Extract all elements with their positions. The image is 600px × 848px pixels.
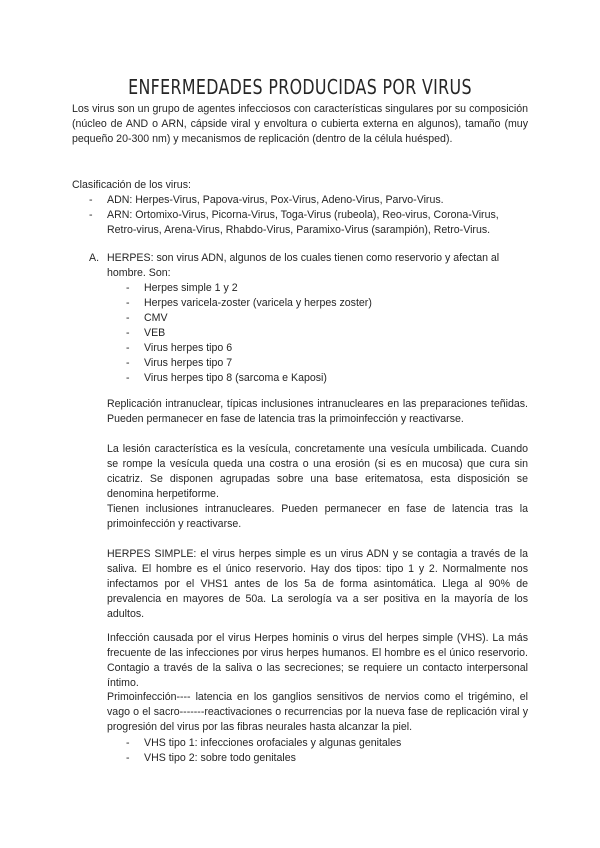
list-item-text: CMV xyxy=(144,312,168,324)
page-title: ENFERMEDADES PRODUCIDAS POR VIRUS xyxy=(128,75,472,99)
intro-paragraph: Los virus son un grupo de agentes infecciosos con características singulares por su composición (núcleo de AND o ARN, cápside viral y envoltura o cubierta externa en algunos), tamaño (muy pequeño 20-300 nm) y mecanismos de replicación (dentro de la célula huésped). xyxy=(72,103,528,145)
list-item xyxy=(126,296,426,311)
section-a-text: HERPES: son virus ADN, algunos de los cuales tienen como reservorio y afectan al hombre. Son: xyxy=(107,252,500,279)
infection-paragraph: Infección causada por el virus Herpes hominis o virus del herpes simple (VHS). La más frecuente de las infecciones por virus herpes humanos. El hombre es el único reservorio. Contagio a través de la saliva o las secreciones; se requiere un contacto interpersonal íntimo. xyxy=(107,632,528,689)
list-item-text: VHS tipo 2: sobre todo genitales xyxy=(144,752,296,764)
dash-bullet: - xyxy=(126,342,130,354)
list-item-text: VEB xyxy=(144,327,166,339)
inclusions-paragraph: Tienen inclusiones intranucleares. Pueden permanecer en fase de latencia tras la primoinfección y reactivarse. xyxy=(107,503,528,530)
replication-paragraph: Replicación intranuclear, típicas inclusiones intranucleares en las preparaciones teñidas. Pueden permanecer en fase de latencia tras la primoinfección y reactivarse. xyxy=(107,398,528,425)
vhs-types-list xyxy=(126,736,486,766)
classification-list xyxy=(89,193,529,238)
list-item xyxy=(89,208,529,238)
list-item xyxy=(126,341,426,356)
dash-bullet: - xyxy=(126,327,130,339)
dash-bullet: - xyxy=(126,312,130,324)
list-item-text: VHS tipo 1: infecciones orofaciales y algunas genitales xyxy=(144,737,402,749)
list-item-text: Herpes simple 1 y 2 xyxy=(144,282,238,294)
list-item xyxy=(126,281,426,296)
list-item-text: Virus herpes tipo 7 xyxy=(144,357,233,369)
classification-heading: Clasificación de los virus: xyxy=(72,179,191,191)
dash-bullet: - xyxy=(126,282,130,294)
dash-bullet: - xyxy=(126,297,130,309)
list-item xyxy=(89,193,529,208)
dash-bullet: - xyxy=(89,194,93,206)
lesion-paragraph: La lesión característica es la vesícula, concretamente una vesícula umbilicada. Cuando se rompe la vesícula queda una costra o una erosión (si es en mucosa) que cura sin cicatriz. Se disponen agrupadas sobre una base eritematosa, esta disposición se denomina herpetiforme. xyxy=(107,443,528,500)
list-item-text: Virus herpes tipo 6 xyxy=(144,342,233,354)
list-item xyxy=(126,311,426,326)
list-item-text: ADN: Herpes-Virus, Papova-virus, Pox-Virus, Adeno-Virus, Parvo-Virus. xyxy=(107,194,444,206)
section-a-heading xyxy=(89,251,529,281)
dash-bullet: - xyxy=(126,357,130,369)
dash-bullet: - xyxy=(89,209,93,221)
list-item xyxy=(126,326,426,341)
dash-bullet: - xyxy=(126,737,130,749)
list-item xyxy=(126,371,426,386)
herpes-simple-paragraph: HERPES SIMPLE: el virus herpes simple es un virus ADN y se contagia a través de la saliva. El hombre es el único reservorio. Hay dos tipos: tipo 1 y 2. Normalmente nos infectamos por el VHS1 antes de los 5a de forma asintomática. Llega al 90% de prevalencia en mayores de 50a. La serología va a ser positiva en la mayoría de los adultos. xyxy=(107,548,528,620)
section-letter: A. xyxy=(89,252,100,264)
list-item xyxy=(126,356,426,371)
list-item xyxy=(126,736,486,751)
list-item-text: Herpes varicela-zoster (varicela y herpes zoster) xyxy=(144,297,372,309)
dash-bullet: - xyxy=(126,752,130,764)
list-item xyxy=(126,751,486,766)
list-item-text: Virus herpes tipo 8 (sarcoma e Kaposi) xyxy=(144,372,327,384)
primoinfection-paragraph: Primoinfección---- latencia en los ganglios sensitivos de nervios como el trigémino, el vago o el sacro-------reactivaciones o recurrencias por la nueva fase de replicación viral y progresión del virus por las fibras neurales hasta alcanzar la piel. xyxy=(107,691,528,733)
list-item-text: ARN: Ortomixo-Virus, Picorna-Virus, Toga-Virus (rubeola), Reo-virus, Corona-Virus, Retro-virus, Arena-Virus, Rhabdo-Virus, Paramixo-Virus (sarampión), Retro-Virus. xyxy=(107,209,499,236)
dash-bullet: - xyxy=(126,372,130,384)
herpes-types-list xyxy=(126,281,426,386)
